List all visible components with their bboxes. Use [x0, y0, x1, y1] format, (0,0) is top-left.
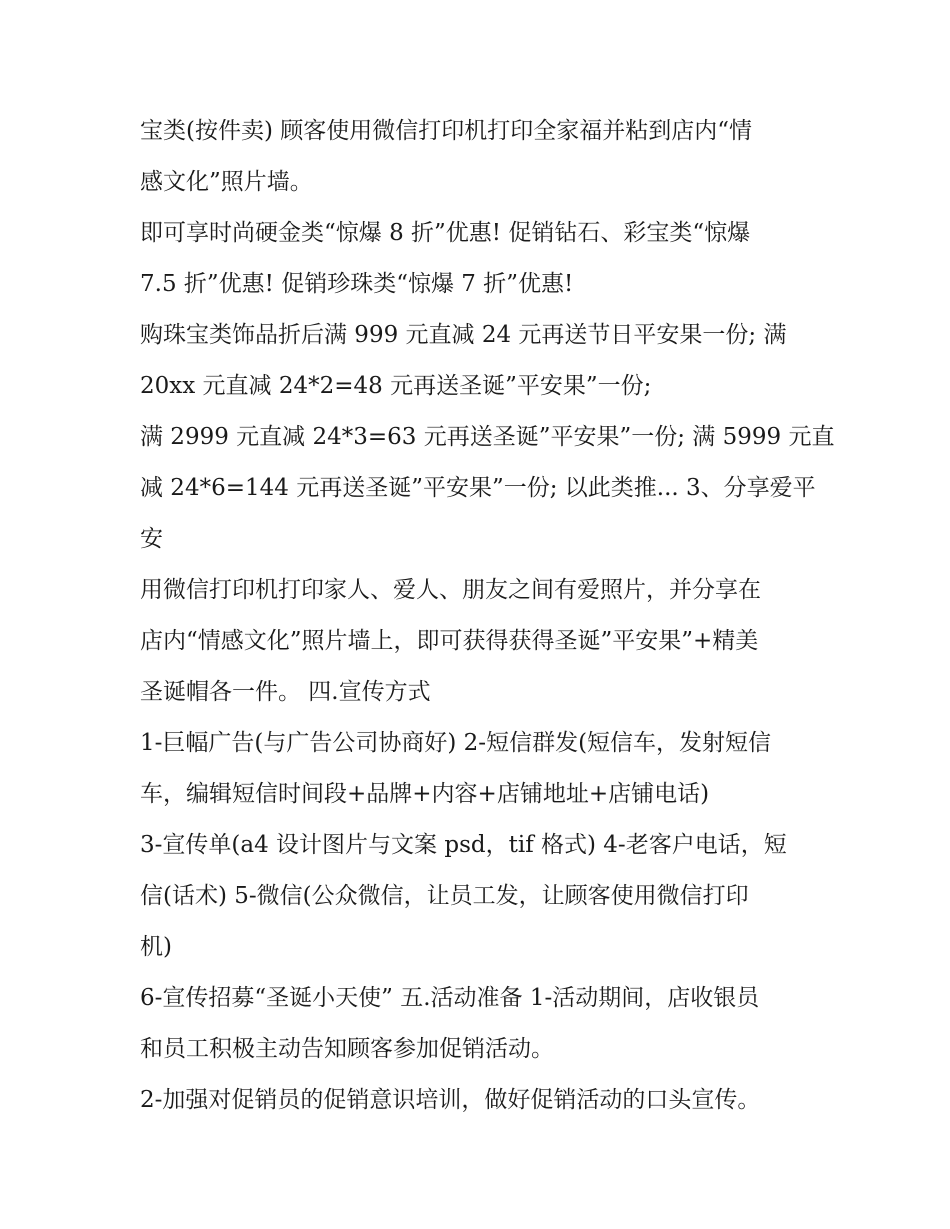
text-line: 7.5 折”优惠! 促销珍珠类“惊爆 7 折”优惠!	[140, 271, 574, 297]
text-line: 信(话术) 5-微信(公众微信，让员工发，让顾客使用微信打印	[140, 883, 749, 909]
text-line: 感文化”照片墙。	[140, 169, 313, 195]
text-line: 宝类(按件卖) 顾客使用微信打印机打印全家福并粘到店内“情	[140, 118, 753, 144]
text-line: 店内“情感文化”照片墙上，即可获得获得圣诞”平安果”+精美	[140, 628, 759, 654]
text-line: 车，编辑短信时间段+品牌+内容+店铺地址+店铺电话)	[140, 781, 710, 807]
text-line: 2-加强对促销员的促销意识培训，做好促销活动的口头宣传。	[140, 1087, 761, 1113]
text-line: 机)	[140, 934, 172, 960]
text-line: 即可享时尚硬金类“惊爆 8 折”优惠! 促销钻石、彩宝类“惊爆	[140, 220, 751, 246]
document-body	[140, 106, 835, 1126]
text-line: 6-宣传招募“圣诞小天使” 五.活动准备 1-活动期间，店收银员	[140, 985, 760, 1011]
text-line: 1-巨幅广告(与广告公司协商好) 2-短信群发(短信车，发射短信	[140, 730, 772, 756]
text-line: 圣诞帽各一件。 四.宣传方式	[140, 679, 431, 705]
text-line: 满 2999 元直减 24*3=63 元再送圣诞”平安果”一份; 满 5999 元直	[140, 424, 835, 450]
text-line: 20xx 元直减 24*2=48 元再送圣诞”平安果”一份;	[140, 373, 652, 399]
text-line: 减 24*6=144 元再送圣诞”平安果”一份; 以此类推... 3、分享爱平	[140, 475, 816, 501]
text-line: 和员工积极主动告知顾客参加促销活动。	[140, 1036, 554, 1062]
text-line: 用微信打印机打印家人、爱人、朋友之间有爱照片，并分享在	[140, 577, 761, 603]
text-line: 3-宣传单(a4 设计图片与文案 psd，tif 格式) 4-老客户电话，短	[140, 832, 787, 858]
text-line: 购珠宝类饰品折后满 999 元直减 24 元再送节日平安果一份; 满	[140, 322, 787, 348]
text-line: 安	[140, 526, 163, 552]
